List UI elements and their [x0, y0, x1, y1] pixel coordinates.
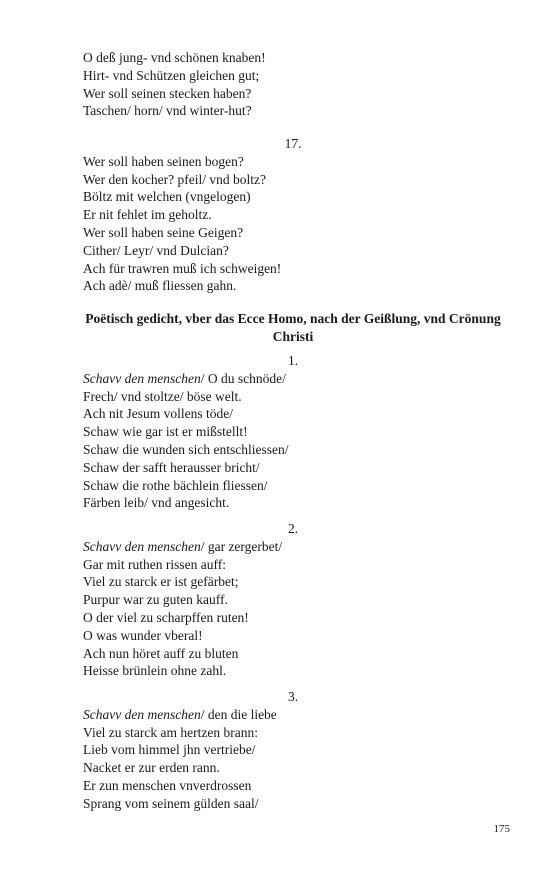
- stanza-2: [83, 520, 503, 680]
- verse-line: Gar mit ruthen rissen auff:: [83, 556, 226, 572]
- stanza-number: 1.: [287, 353, 299, 368]
- verse-line: Ach adè/ muß fliessen gahn.: [83, 278, 237, 294]
- verse-line: Wer soll seinen stecken haben?: [83, 85, 252, 101]
- verse-line: Ach nun höret auff zu bluten: [83, 645, 239, 661]
- verse-line: Wer soll haben seinen bogen?: [83, 153, 244, 169]
- verse-line: O deß jung- vnd schönen knaben!: [83, 50, 266, 65]
- verse-line: Schaw die wunden sich entschliessen/: [83, 441, 289, 457]
- verse-line: Böltz mit welchen (vngelogen): [83, 189, 251, 205]
- stanza-number: 17.: [284, 136, 302, 151]
- refrain: Schavv den menschen: [83, 706, 201, 722]
- verse-line: O was wunder vberal!: [83, 627, 203, 643]
- verse-line: Sprang vom seinem gülden saal/: [83, 795, 259, 811]
- verse-line-first: Schavv den menschen/ gar zergerbet/: [83, 538, 283, 554]
- stanza-number: 3.: [287, 689, 299, 704]
- verse-line: Schaw wie gar ist er mißstellt!: [83, 424, 248, 440]
- verse-line: Schaw die rothe bächlein fliessen/: [83, 477, 268, 493]
- verse-line: Cither/ Leyr/ vnd Dulcian?: [83, 242, 229, 258]
- verse-line: Wer den kocher? pfeil/ vnd boltz?: [83, 171, 266, 187]
- verse-line: Lieb vom himmel jhn vertriebe/: [83, 742, 256, 758]
- verse-line: Taschen/ horn/ vnd winter-hut?: [83, 103, 252, 119]
- verse-line: Frech/ vnd stoltze/ böse welt.: [83, 388, 242, 404]
- verse-line: Viel zu starck am hertzen brann:: [83, 724, 258, 740]
- verse-line-first: Schavv den menschen/ O du schnöde/: [83, 370, 286, 386]
- verse-line: Schaw der safft herausser bricht/: [83, 459, 260, 475]
- poem-title: Poëtisch gedicht, vber das Ecce Homo, nach der Geißlung, vnd Crönung Christi: [85, 311, 501, 344]
- verse-line: Ach für trawren muß ich schweigen!: [83, 260, 282, 276]
- stanza-number: 2.: [287, 521, 299, 536]
- refrain: Schavv den menschen: [83, 370, 201, 386]
- stanza-17: [83, 135, 503, 295]
- verse-line-first: Schavv den menschen/ den die liebe: [83, 706, 277, 722]
- stanza-continued: [83, 49, 503, 120]
- verse-line: Heisse brünlein ohne zahl.: [83, 663, 227, 679]
- verse-line: Färben leib/ vnd angesicht.: [83, 495, 230, 511]
- refrain: Schavv den menschen: [83, 538, 201, 554]
- stanza-1: [83, 352, 503, 512]
- verse-line: Er nit fehlet im geholtz.: [83, 207, 212, 223]
- verse-line: Hirt- vnd Schützen gleichen gut;: [83, 67, 260, 83]
- stanza-3: [83, 688, 503, 813]
- page-number: 175: [493, 823, 510, 835]
- verse-line: Ach nit Jesum vollens töde/: [83, 406, 233, 422]
- verse-line: Er zun menschen vnverdrossen: [83, 777, 252, 793]
- verse-line: O der viel zu scharpffen ruten!: [83, 609, 249, 625]
- verse-line: Nacket er zur erden rann.: [83, 760, 220, 776]
- verse-line: Wer soll haben seine Geigen?: [83, 224, 244, 240]
- verse-line: Purpur war zu guten kauff.: [83, 592, 228, 608]
- verse-line: Viel zu starck er ist gefärbet;: [83, 574, 239, 590]
